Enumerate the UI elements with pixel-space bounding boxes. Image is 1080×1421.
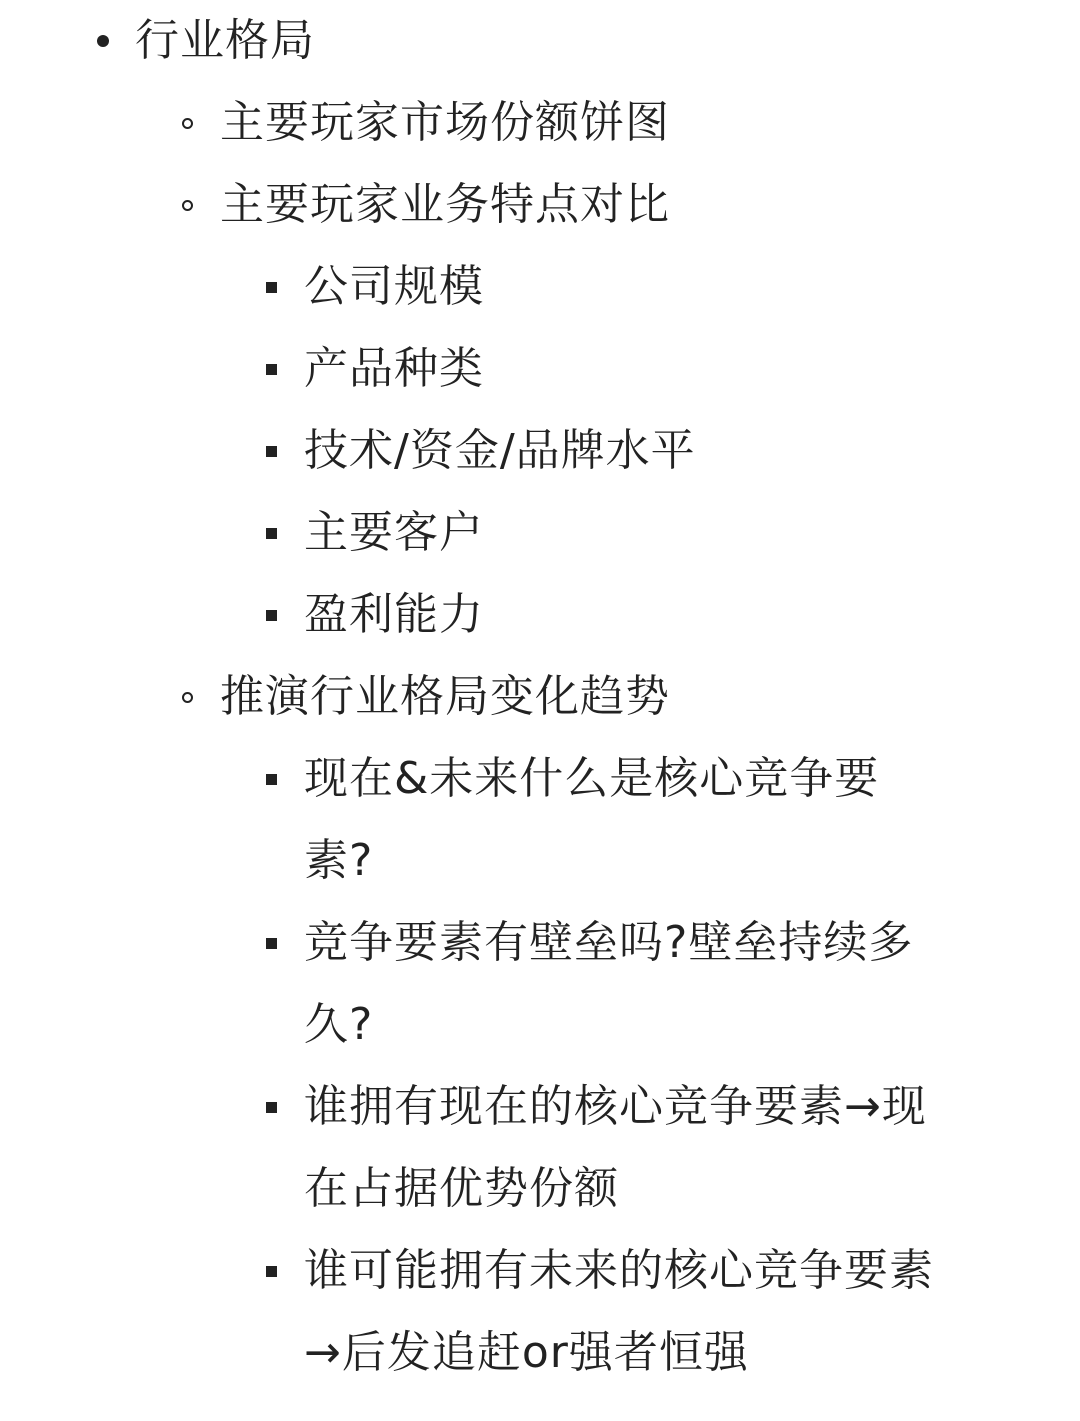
disc-bullet-icon [97,35,109,47]
square-bullet-icon [266,610,277,621]
circle-bullet-icon [182,200,193,211]
list-item-level-3 [266,410,696,492]
list-item-level-3 [266,738,879,820]
list-item-label: 盈利能力 [304,589,484,640]
list-item-label: 产品种类 [304,343,484,394]
list-item-label: 主要玩家市场份额饼图 [220,97,670,148]
list-item-level-1 [97,0,315,82]
square-bullet-icon [266,528,277,539]
list-item-label-continuation: 久? [304,999,374,1050]
square-bullet-icon [266,774,277,785]
square-bullet-icon [266,1102,277,1113]
list-item-level-3 [266,574,484,656]
list-item-continuation [266,1312,749,1394]
list-item-label: 行业格局 [135,15,315,66]
list-item-continuation [266,984,373,1066]
list-item-level-3 [266,1066,927,1148]
list-item-label: 谁拥有现在的核心竞争要素→现 [304,1081,927,1132]
list-item-continuation [266,820,373,902]
list-item-level-3 [266,1230,934,1312]
square-bullet-icon [266,938,277,949]
list-item-label: 推演行业格局变化趋势 [220,671,670,722]
list-item-continuation [266,1148,619,1230]
circle-bullet-icon [182,118,193,129]
circle-bullet-icon [182,692,193,703]
list-item-label: 现在&未来什么是核心竞争要 [304,753,880,804]
square-bullet-icon [266,446,277,457]
list-item-level-3 [266,246,484,328]
list-item-level-2 [182,656,670,738]
list-item-label: 竞争要素有壁垒吗?壁垒持续多 [304,917,914,968]
square-bullet-icon [266,1266,277,1277]
list-item-label: 公司规模 [304,261,484,312]
list-item-level-2 [182,82,670,164]
list-item-level-3 [266,328,484,410]
list-item-label-continuation: 在占据优势份额 [304,1163,619,1214]
list-item-label: 主要玩家业务特点对比 [220,179,670,230]
list-item-label-continuation: 素? [304,835,374,886]
list-item-level-2 [182,164,670,246]
list-item-label: 技术/资金/品牌水平 [304,425,696,476]
list-item-level-3 [266,902,913,984]
square-bullet-icon [266,364,277,375]
list-item-level-3 [266,492,484,574]
square-bullet-icon [266,282,277,293]
list-item-label: 主要客户 [304,507,484,558]
list-item-label-continuation: →后发追赶or强者恒强 [304,1327,749,1378]
list-item-label: 谁可能拥有未来的核心竞争要素 [304,1245,934,1296]
